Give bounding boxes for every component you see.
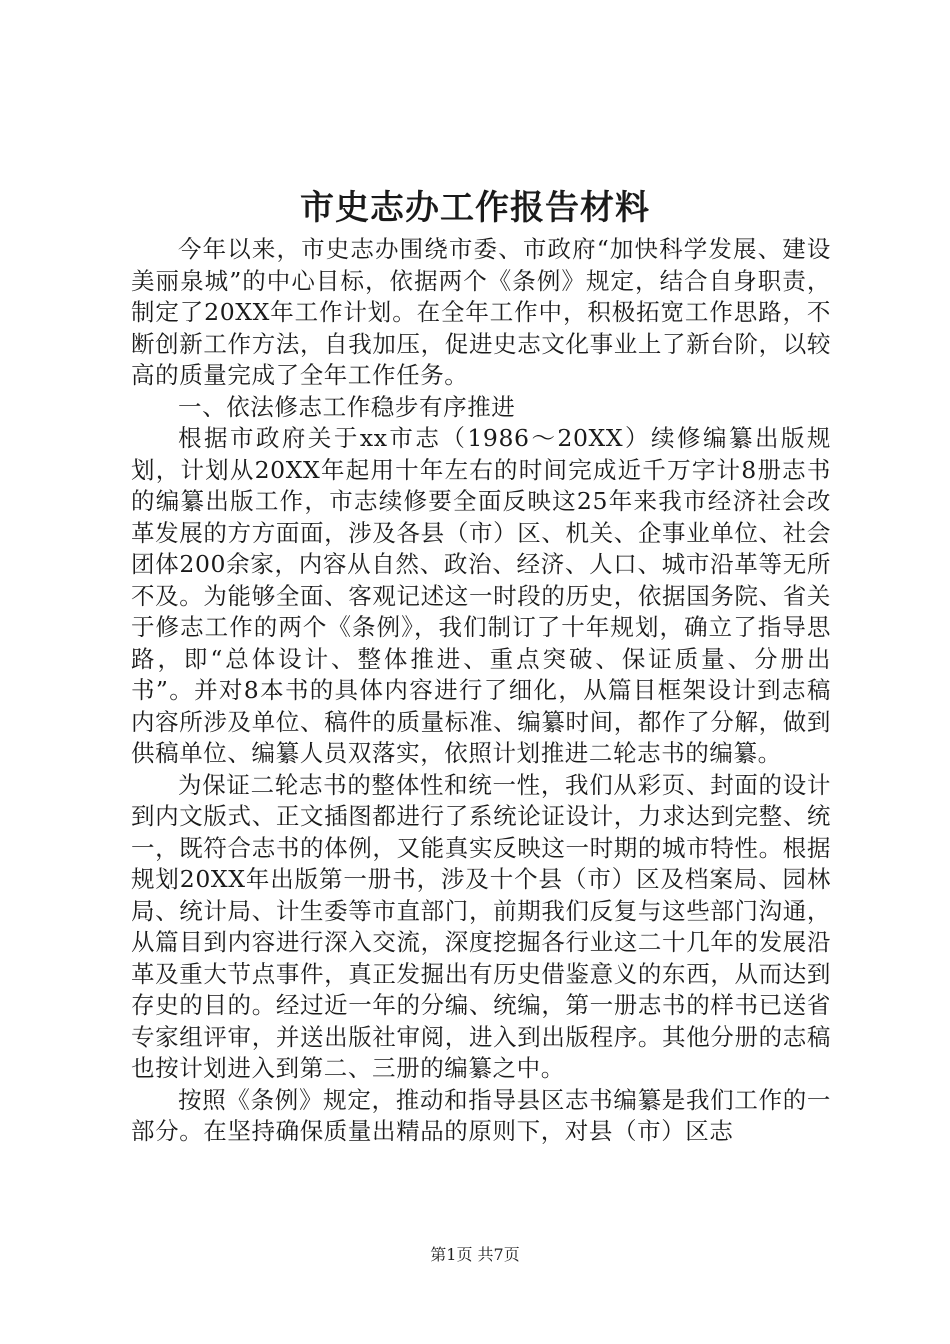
paragraph-unity: 为保证二轮志书的整体性和统一性，我们从彩页、封面的设计到内文版式、正文插图都进行了系统论证设计，力求达到完整、统一，既符合志书的体例，又能真实反映这一时期的城市特性。根据规划20XX年出版第一册书，涉及十个县（市）区及档案局、园林局、统计局、计生委等市直部门，前期我们反复与这些部门沟通，从篇目到内容进行深入交流，深度挖掘各行业这二十几年的发展沿革及重大节点事件，真正发掘出有历史借鉴意义的东西，从而达到存史的目的。经过近一年的分编、统编，第一册志书的样书已送省专家组评审，并送出版社审阅，进入到出版程序。其他分册的志稿也按计划进入到第二、三册的编纂之中。 <box>131 770 831 1082</box>
section-heading-1: 一、依法修志工作稳步有序推进 <box>178 392 516 421</box>
paragraph-intro: 今年以来，市史志办围绕市委、市政府“加快科学发展、建设美丽泉城”的中心目标，依据两个《条例》规定，结合自身职责，制定了20XX年工作计划。在全年工作中，积极拓宽工作思路，不断创新工作方法，自我加压，促进史志文化事业上了新台阶，以较高的质量完成了全年工作任务。 <box>131 235 831 389</box>
paragraph-regulation: 按照《条例》规定，推动和指导县区志书编纂是我们工作的一部分。在坚持确保质量出精品的原则下，对县（市）区志 <box>131 1085 831 1145</box>
page-number-footer: 第1页 共7页 <box>430 1245 520 1264</box>
document-body <box>131 234 831 1148</box>
document-title: 市史志办工作报告材料 <box>300 188 650 228</box>
paragraph-planning: 根据市政府关于xx市志（1986～20XX）续修编纂出版规划，计划从20XX年起用十年左右的时间完成近千万字计8册志书的编纂出版工作，市志续修要全面反映这25年来我市经济社会改革发展的方方面面，涉及各县（市）区、机关、企事业单位、社会团体200余家，内容从自然、政治、经济、人口、城市沿革等无所不及。为能够全面、客观记述这一时段的历史，依据国务院、省关于修志工作的两个《条例》，我们制订了十年规划，确立了指导思路，即“总体设计、整体推进、重点突破、保证质量、分册出书”。并对8本书的具体内容进行了细化，从篇目框架设计到志稿内容所涉及单位、稿件的质量标准、编纂时间，都作了分解，做到供稿单位、编纂人员双落实，依照计划推进二轮志书的编纂。 <box>131 424 831 767</box>
